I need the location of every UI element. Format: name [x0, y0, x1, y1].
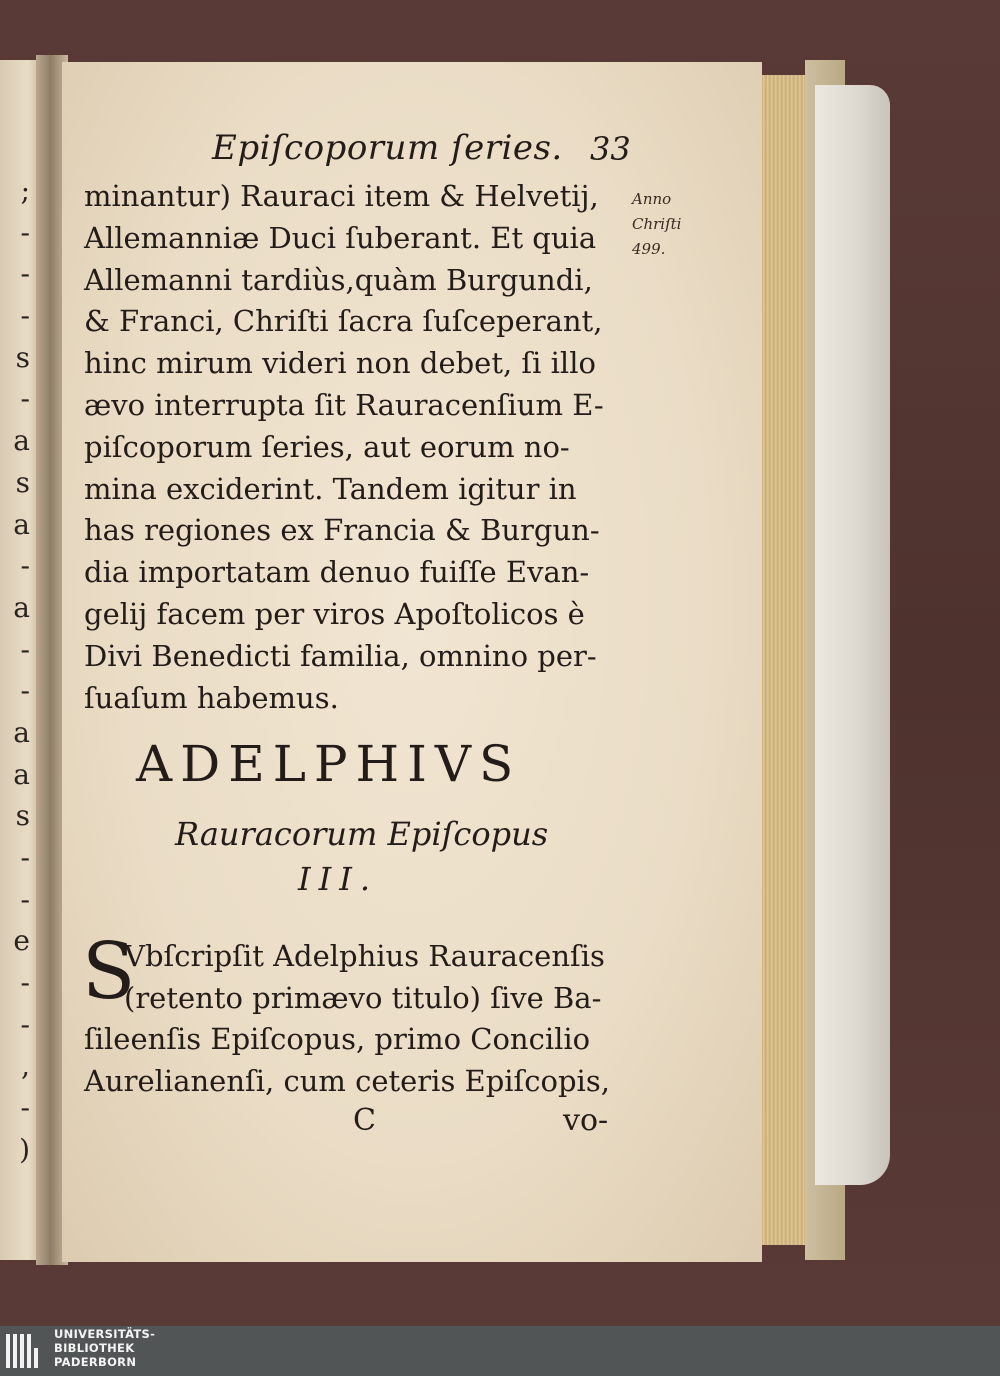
- text-line: hinc mirum videri non debet, ſi illo: [84, 346, 596, 381]
- left-page-fragment: -: [20, 549, 30, 583]
- text-line: & Franci, Chriſti ſacra ſuſceperant,: [84, 304, 603, 339]
- left-page-fragment: -: [20, 299, 30, 333]
- text-line: ævo interrupta ſit Rauracenſium E-: [84, 387, 604, 422]
- margin-note-line: 499.: [632, 240, 666, 258]
- catchword: vo-: [563, 1103, 609, 1138]
- left-page-fragment: -: [20, 1091, 30, 1125]
- left-page-fragment: -: [20, 966, 30, 1000]
- text-line: Aurelianenſi, cum ceteris Epiſcopis,: [84, 1063, 610, 1098]
- left-page-fragment: -: [20, 257, 30, 291]
- text-line: Allemanni tardiùs,quàm Burgundi,: [84, 262, 593, 297]
- left-page-fragment: a: [13, 507, 30, 541]
- left-page-fragment: ,: [21, 1049, 30, 1083]
- text-line: minantur) Rauraci item & Helvetij,: [84, 179, 599, 213]
- left-page-fragment: ): [19, 1132, 30, 1166]
- page-fore-edge: [760, 75, 810, 1245]
- margin-note-line: Anno: [632, 190, 672, 208]
- section-subheading: Rauracorum Epiſcopus: [175, 815, 549, 853]
- library-name: [54, 1327, 155, 1369]
- text-line: Vbſcripſit Adelphius Rauracenſis: [124, 939, 605, 973]
- library-name-line: UNIVERSITÄTS-: [54, 1327, 156, 1341]
- left-page-fragment: -: [20, 382, 30, 416]
- left-page-fragment: -: [20, 215, 30, 249]
- paper-flap: [815, 85, 890, 1185]
- left-page-fragment: s: [15, 340, 30, 374]
- section-number: III.: [298, 860, 379, 898]
- left-page-fragment: a: [13, 757, 30, 791]
- library-footer-banner: [0, 1326, 1000, 1376]
- left-page-fragment: -: [20, 674, 30, 708]
- text-line: ſuaſum habemus.: [84, 680, 339, 715]
- drop-cap: S: [82, 927, 136, 1017]
- margin-note: [632, 186, 702, 261]
- left-page-fragment: -: [20, 841, 30, 874]
- left-page-fragment: s: [15, 799, 30, 833]
- library-logo-icon: [6, 1334, 42, 1370]
- text-line: has regiones ex Francia & Burgun-: [84, 513, 600, 548]
- paragraph-1: [84, 176, 624, 719]
- left-page-fragment: ;: [20, 174, 30, 207]
- margin-note-line: Chriſti: [632, 215, 682, 233]
- signature-mark: C: [353, 1103, 376, 1138]
- left-page-fragment: a: [13, 424, 30, 458]
- left-page-text-fragments: [0, 170, 30, 1171]
- left-page-fragment: -: [20, 882, 30, 916]
- left-page-fragment: -: [20, 1007, 30, 1041]
- page-number: 33: [590, 130, 631, 168]
- library-name-line: BIBLIOTHEK: [54, 1341, 135, 1355]
- text-line: gelij facem per viros Apoſtolicos è: [84, 596, 585, 631]
- text-line: piſcoporum ſeries, aut eorum no-: [84, 429, 570, 464]
- text-line: (retento primævo titulo) ſive Ba-: [124, 980, 602, 1015]
- text-line: mina exciderint. Tandem igitur in: [84, 471, 577, 506]
- paragraph-2: [84, 936, 624, 1102]
- left-page-fragment: a: [13, 715, 30, 749]
- text-line: Divi Benedicti familia, omnino per-: [84, 638, 597, 673]
- text-line: dia importatam denuo fuiſſe Evan-: [84, 555, 590, 590]
- running-head: Epiſcoporum ſeries.: [212, 128, 563, 168]
- section-heading: ADELPHIVS: [136, 735, 522, 793]
- left-page-fragment: e: [13, 924, 30, 958]
- text-line: ſileenſis Epiſcopus, primo Concilio: [84, 1022, 591, 1056]
- left-page-fragment: -: [20, 632, 30, 666]
- left-page-fragment: s: [15, 465, 30, 499]
- left-page-fragment: a: [13, 590, 30, 624]
- text-line: Allemanniæ Duci ſuberant. Et quia: [84, 220, 597, 255]
- library-name-line: PADERBORN: [54, 1355, 137, 1369]
